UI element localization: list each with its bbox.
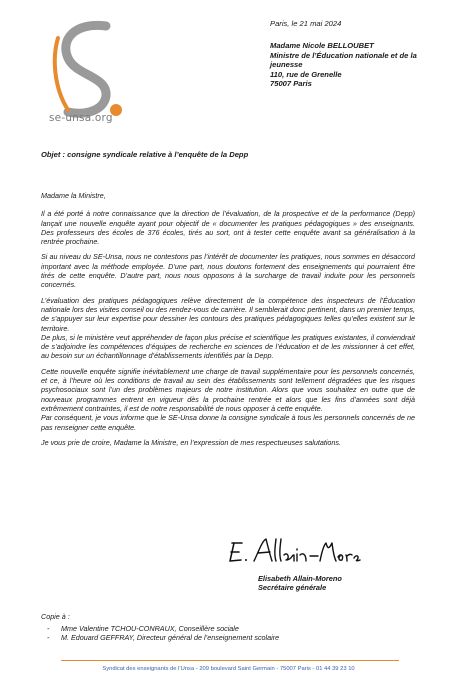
footer-divider [61, 660, 399, 661]
copy-item: - Mme Valentine TCHOU-CONRAUX, Conseillère sociale [47, 624, 279, 634]
footer-address: Syndicat des enseignants de l’Unsa - 209 boulevard Saint Germain - 75007 Paris - 01 44 39 23 10 [102, 666, 355, 672]
recipient-street: 110, rue de Grenelle [270, 69, 342, 79]
signer-title: Secrétaire générale [258, 583, 327, 593]
paragraph-1: Il a été porté à notre connaissance que la direction de l’évaluation, de la prospective et de la performance (Depp) lançait une nouvelle enquête ayant pour objectif de « documenter les pratiques pédagogiques » des enseignants. Des professeurs des écoles de 376 écoles, tirés au sort, ont à tester cette enquête avant sa généralisation à la rentrée prochaine. [41, 209, 415, 247]
letter-subject: Objet : consigne syndicale relative à l’enquête de la Depp [41, 150, 249, 159]
closing: Je vous prie de croire, Madame la Ministre, en l’expression de mes respectueuses salutations. [41, 437, 342, 447]
paragraph-3: L’évaluation des pratiques pédagogiques relève directement de la compétence des inspecteurs de l’Éducation nationale lors des visites conseil ou des rendez-vous de carrière. Il semblerait donc pertinent, dans un premier temps, de s’appuyer sur leur expertise pour dessiner les contours des pratiques pédagogiques telles qu’elles existent sur le territoire. [41, 295, 415, 333]
letter-date: Paris, le 21 mai 2024 [270, 19, 342, 28]
copy-item: - M. Edouard GEFFRAY, Directeur général de l’enseignement scolaire [47, 633, 279, 643]
copy-label: Copie à : [41, 612, 70, 621]
logo-brand-text: se-unsa.org [49, 112, 113, 124]
salutation: Madame la Ministre, [41, 191, 106, 200]
recipient-name: Madame Nicole BELLOUBET [270, 41, 374, 50]
recipient-address [270, 41, 448, 89]
recipient-city: 75007 Paris [270, 79, 312, 89]
signer-block [258, 574, 342, 593]
signer-name: Elisabeth Allain-Moreno [258, 574, 342, 583]
recipient-title: Ministre de l’Éducation nationale et de la jeunesse [270, 50, 417, 70]
paragraph-5: Cette nouvelle enquête signifie inévitablement une charge de travail supplémentaire pour les personnels concernés, et ce, à l’heure où les conditions de travail au sein des établissements sont tellement dégradées que les risques psychosociaux sont l’un des problèmes majeurs de notre institution. Alors que vous souhaitez en outre que de nouveaux programmes entrent en vigueur dès la prochaine rentrée et alors que les fins d’années sont déjà extrêmement contraintes, il est de notre responsabilité de nous opposer à cette enquête. [41, 366, 415, 413]
handwritten-signature [226, 533, 366, 567]
copy-list [41, 612, 279, 643]
paragraph-4: De plus, si le ministère veut appréhender de façon plus précise et scientifique les pratiques existantes, il conviendrait de s’adjoindre les compétences d’équipes de recherche en sciences de l’éducation et de les missionner à cet effet, au besoin sur un échantillonnage d’établissements identifiés par la Depp. [41, 332, 415, 361]
logo-s-shape [66, 25, 106, 113]
paragraph-6: Par conséquent, je vous informe que le SE-Unsa donne la consigne syndicale à tous les personnels concernés de ne pas renseigner cette enquête. [41, 413, 415, 432]
letter-body [41, 191, 415, 453]
paragraph-2: Si au niveau du SE-Unsa, nous ne contestons pas l’intérêt de documenter les pratiques, nous sommes en désaccord important avec la méthode employée. D’une part, nous doutons fortement des enseignements qui pourraient être tirés de cette enquête. D’autre part, nous nous opposons à la surcharge de travail induite pour les personnels concernés. [41, 252, 415, 290]
